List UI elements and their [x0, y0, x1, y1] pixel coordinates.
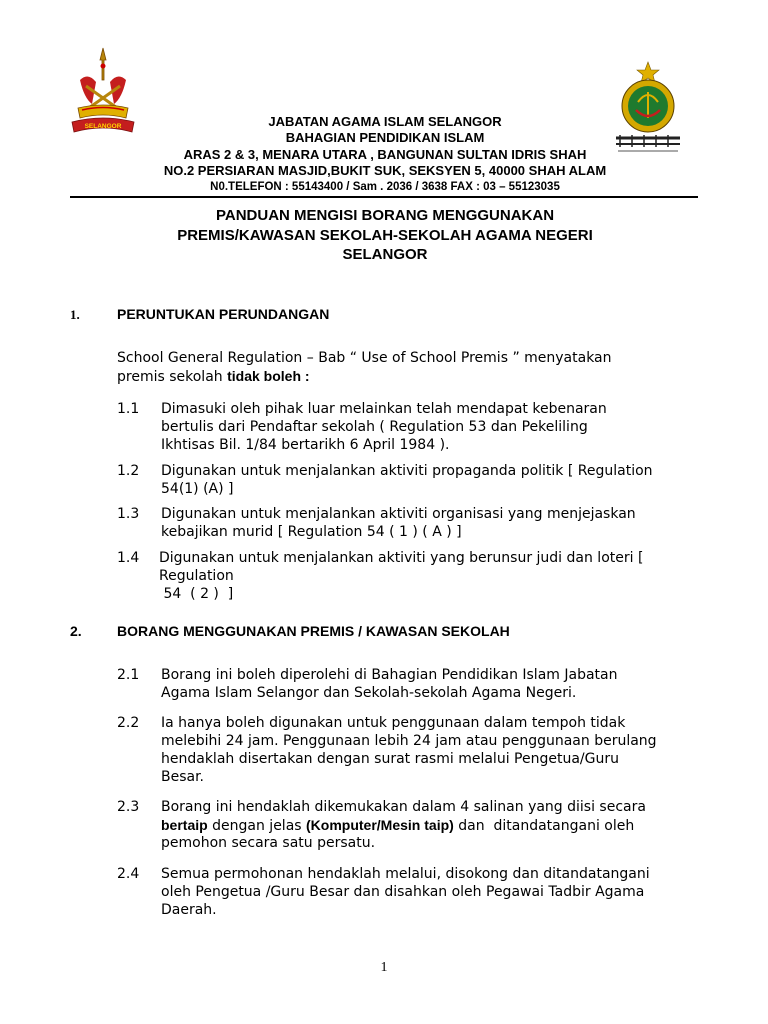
- department-name: JABATAN AGAMA ISLAM SELANGOR: [268, 114, 502, 129]
- item-2-2-line-3: hendaklah disertakan dengan surat rasmi melalui Pengetua/Guru: [161, 751, 619, 767]
- emphasis-tidak-boleh: tidak boleh :: [227, 368, 310, 384]
- selangor-crest-logo: [66, 46, 140, 144]
- item-1-2-number: 1.2: [117, 463, 140, 479]
- address-line-2: NO.2 PERSIARAN MASJID,BUKIT SUK, SEKSYEN 5, 40000 SHAH ALAM: [163, 163, 607, 178]
- item-1-2-line-1: Digunakan untuk menjalankan aktiviti propaganda politik [ Regulation: [161, 463, 653, 479]
- item-1-1-line-3: Ikhtisas Bil. 1/84 bertarikh 6 April 1984 ).: [161, 437, 450, 453]
- item-2-3-line-3: pemohon secara satu persatu.: [161, 835, 376, 851]
- item-1-4-line-2: Regulation: [159, 568, 234, 584]
- division-name: BAHAGIAN PENDIDIKAN ISLAM: [285, 130, 485, 145]
- document-title-line-3: SELANGOR: [342, 246, 428, 263]
- item-1-3-line-1: Digunakan untuk menjalankan aktiviti organisasi yang menjejaskan: [161, 506, 636, 522]
- header-divider: [70, 196, 698, 198]
- document-title-line-1: PANDUAN MENGISI BORANG MENGGUNAKAN: [215, 207, 555, 224]
- item-2-2-line-1: Ia hanya boleh digunakan untuk penggunaan dalam tempoh tidak: [161, 715, 626, 731]
- section-1-intro-line-1: School General Regulation – Bab “ Use of School Premis ” menyatakan: [117, 350, 612, 366]
- item-1-1-number: 1.1: [117, 401, 140, 417]
- section-1-heading: PERUNTUKAN PERUNDANGAN: [117, 306, 330, 322]
- item-2-2-line-4: Besar.: [161, 769, 205, 785]
- item-2-4-line-1: Semua permohonan hendaklah melalui, disokong dan ditandatangani: [161, 866, 650, 882]
- item-2-4-line-3: Daerah.: [161, 902, 217, 918]
- item-1-4-number: 1.4: [117, 550, 140, 566]
- item-1-3-line-2: kebajikan murid [ Regulation 54 ( 1 ) ( A ) ]: [161, 524, 462, 540]
- item-1-4-line-3: 54 ( 2 ) ]: [159, 586, 234, 602]
- document-title-line-2: PREMIS/KAWASAN SEKOLAH-SEKOLAH AGAMA NEGERI: [177, 227, 593, 244]
- item-2-3-line-1: Borang ini hendaklah dikemukakan dalam 4 salinan yang diisi secara: [161, 799, 646, 815]
- address-line-1: ARAS 2 & 3, MENARA UTARA , BANGUNAN SULTAN IDRIS SHAH: [183, 147, 587, 162]
- item-2-1-number: 2.1: [117, 667, 140, 683]
- emphasis-bertaip: bertaip: [161, 817, 208, 833]
- item-2-3-number: 2.3: [117, 799, 140, 815]
- item-2-3-line-2: bertaip dengan jelas (Komputer/Mesin taip) dan ditandatangani oleh: [161, 817, 635, 834]
- section-2-number: 2.: [70, 623, 82, 639]
- item-2-4-line-2: oleh Pengetua /Guru Besar dan disahkan oleh Pegawai Tadbir Agama: [161, 884, 645, 900]
- emphasis-komputer-mesin-taip: (Komputer/Mesin taip): [306, 817, 454, 833]
- contact-line: N0.TELEFON : 55143400 / Sam . 2036 / 3638 FAX : 03 – 55123035: [210, 181, 560, 193]
- page-number: 1: [380, 960, 388, 975]
- item-1-1-line-1: Dimasuki oleh pihak luar melainkan telah mendapat kebenaran: [161, 401, 607, 417]
- section-1-number: 1.: [70, 307, 80, 322]
- item-2-2-line-2: melebihi 24 jam. Penggunaan lebih 24 jam atau penggunaan berulang: [161, 733, 657, 749]
- item-2-1-line-1: Borang ini boleh diperolehi di Bahagian Pendidikan Islam Jabatan: [161, 667, 618, 683]
- item-1-4-line-1: Digunakan untuk menjalankan aktiviti yang berunsur judi dan loteri [: [159, 550, 644, 566]
- left-logo-caption: SELANGOR: [84, 123, 122, 130]
- item-2-2-number: 2.2: [117, 715, 140, 731]
- item-2-1-line-2: Agama Islam Selangor dan Sekolah-sekolah Agama Negeri.: [161, 685, 577, 701]
- section-2-heading: BORANG MENGGUNAKAN PREMIS / KAWASAN SEKOLAH: [117, 623, 510, 639]
- item-1-3-number: 1.3: [117, 506, 140, 522]
- section-1-intro-line-2: premis sekolah tidak boleh :: [117, 368, 310, 385]
- item-1-2-line-2: 54(1) (A) ]: [161, 481, 234, 497]
- item-2-4-number: 2.4: [117, 866, 140, 882]
- item-1-1-line-2: bertulis dari Pendaftar sekolah ( Regulation 53 dan Pekeliling: [161, 419, 588, 435]
